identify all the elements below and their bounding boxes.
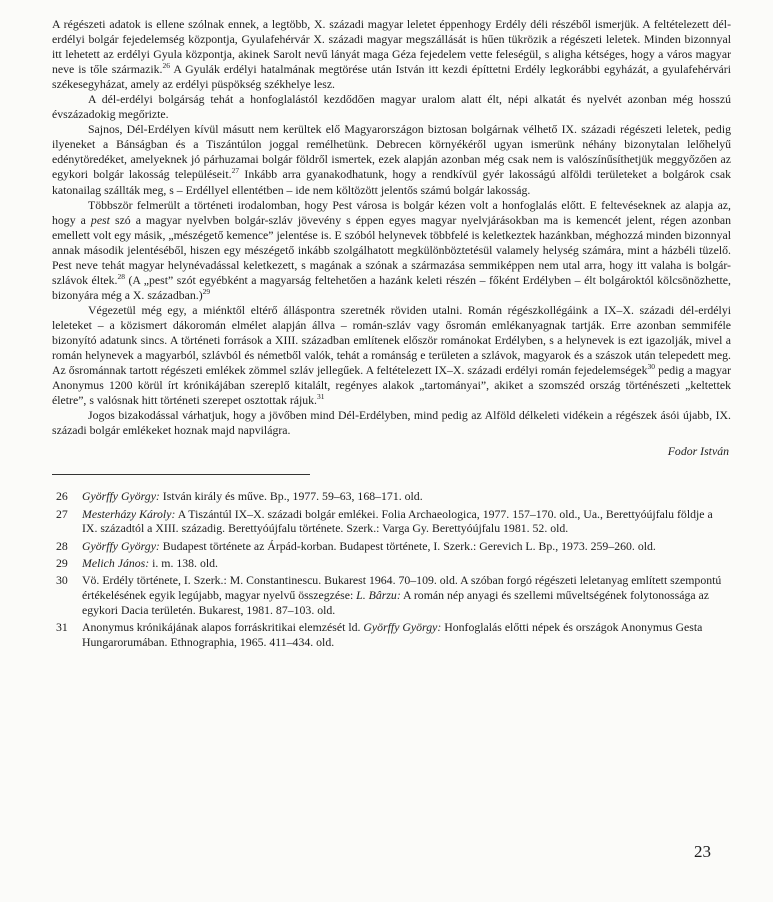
text-run: Jogos bizakodással várhatjuk, hogy a jövőben mind Dél-Erdélyben, mind pedig az Alföld délkeleti vidékein a régészek ásói újabb, IX. századi bolgár emlékeket hoznak majd napvilágra. <box>52 408 731 438</box>
footnote <box>52 573 731 617</box>
body-text <box>52 17 731 438</box>
page-number: 23 <box>694 842 711 861</box>
footnote-number: 30 <box>56 573 68 588</box>
footnotes <box>52 489 731 649</box>
footnote <box>52 539 731 554</box>
paragraph <box>52 92 731 122</box>
text-run: István király és műve. Bp., 1977. 59–63, 168–171. old. <box>159 489 423 504</box>
italic-text: L. Bârzu: <box>356 588 401 603</box>
text-run: Végezetül még egy, a miénktől eltérő álláspontra szeretnék röviden utalni. Román régészkollégáink a IX–X. századi dél-erdélyi leleteket – a közismert dákoromán elmélet alapján állva – román-szláv vagy ősromán emlékanyagnak tartják. Erre azonban semmiféle bizonyító adatunk sincs. A történeti források a XIII. században említenek először románokat Erdélyben, s a helynevek is ezt igazolják, mivel a román helynevek a magyarból, szlávból és németből valók, tehát a románság e területen a szlávok, magyarok és a szászok után telepedett meg. Az ősrománnak tartott régészeti emlékek zömmel szláv jellegűek. A feltételezett IX–X. századi erdélyi román fejedelemségek <box>52 302 731 378</box>
paragraph <box>52 303 731 408</box>
text-run: Budapest története az Árpád-korban. Budapest története, I. Szerk.: Gerevich L. Bp., 1973. 259–260. old. <box>159 538 656 553</box>
paragraph <box>52 122 731 197</box>
footnote-number: 26 <box>56 489 68 504</box>
text-run: szó a magyar nyelvben bolgár-szláv jövevény s éppen egyes magyar nyelvjárásokban ma is kemencét jelent, régen azonban emellett volt egy másik, „mészégető kemence” jelentése is. E szóból helynevek többfelé is keletkeztek hazánkban, méghozzá minden bizonnyal annak második jelentéséből, hiszen egy mészégető inkább szolgálhatott megkülönböztetésül valamely helység számára, mint a házbéli tüzelő. Pest neve tehát magyar helynévadással keletkezett, s magának a szónak a származása semmiképpen nem utal arra, hogy itt valaha is bolgár-szlávok éltek. <box>52 212 731 287</box>
italic-text: Györffy György: <box>363 620 442 635</box>
footnote-ref: 29 <box>202 286 211 296</box>
footnote-number: 29 <box>56 556 68 570</box>
footnote-separator <box>52 474 310 475</box>
footnote <box>52 556 731 571</box>
footnote-text <box>82 507 731 537</box>
footnote-text <box>82 539 731 554</box>
italic-text: Melich János: <box>82 556 150 570</box>
footnote-text <box>82 489 731 504</box>
footnote <box>52 507 731 537</box>
footnote-text <box>82 573 731 617</box>
footnote-ref: 30 <box>647 362 656 372</box>
text-run: A dél-erdélyi bolgárság tehát a honfoglalástól kezdődően magyar uralom alatt élt, népi alkatát és nyelvét azonban még hosszú évszázadokig megőrizte. <box>52 92 731 122</box>
footnote-text <box>82 556 731 571</box>
footnote-ref: 26 <box>162 61 170 71</box>
footnote-ref: 28 <box>117 271 125 281</box>
text-run: pedig a magyar Anonymus 1200 körül írt krónikájában szereplő kitalált, regényes alakok „tartományai”, akiket a szomszéd ország történészeti „keltettek életre”, s valósnak hitt történeti szerepet osztottak rájuk. <box>52 363 732 408</box>
text-run: Vö. Erdély története, I. Szerk.: M. Constantinescu. Bukarest 1964. 70–109. old. A szóban forgó régészeti leletanyag említett szempontú értékelésének egyik legújabb, magyar nyelvű összegzése: <box>82 573 722 603</box>
italic-text: Mesterházy Károly: <box>82 506 176 521</box>
italic-text: pest <box>90 212 110 227</box>
italic-text: Györffy György: <box>82 538 160 553</box>
author-signature: Fodor István <box>667 444 729 459</box>
text-run: i. m. 138. old. <box>149 556 218 570</box>
text-run: Inkább arra gyanakodhatunk, hogy a rendkívül gyér lakosságú alföldi területeket a bolgárok csak katonailag szállták meg, s – Erdéllyel ellentétben – ide nem költözött jelentős számú bolgár lakosság. <box>52 167 731 197</box>
footnote-number: 31 <box>56 620 68 635</box>
text-run: A Gyulák erdélyi hatalmának megtörése után István itt kezdi építtetni Erdély legkorábbi egyházát, a gyulafehérvári székesegyházat, amely az erdélyi püspökség székhelye lesz. <box>52 62 731 92</box>
footnote <box>52 620 731 650</box>
text-run: A Tiszántúl IX–X. századi bolgár emlékei. Folia Archaeologica, 1977. 157–170. old., Ua., Berettyóújfalu földje a IX. századtól a XIII. századig. Berettyóújfalu története. Szerk.: Varga Gy. Berettyóújfalu 1981. 52. old. <box>82 506 713 536</box>
footnote-ref: 27 <box>231 166 240 176</box>
text-run: Sajnos, Dél-Erdélyen kívül másutt nem kerültek elő Magyarországon biztosan bolgárnak vélhető IX. századi régészeti leletek, pedig ilyeneket a Bánságban és a Tiszántúlon joggal remélhetünk. Debrecen környékéről ugyan ismerünk néhány bizonytalan lelőhelyű edénytöredéket, amelyeknek jó párhuzamai bolgár földről ismertek, ezek alapján azonban még csak nem is valószínűsíthetjük meggyőzően az egykori bolgár lakosság településeit. <box>52 122 731 182</box>
footnote <box>52 489 731 504</box>
footnote-number: 28 <box>56 538 68 553</box>
footnote-ref: 31 <box>317 392 325 402</box>
text-run: Honfoglalás előtti népek és országok Anonymus Gesta Hungarorumában. Ethnographia, 1965. 411–434. old. <box>82 620 703 649</box>
italic-text: Györffy György: <box>82 489 160 504</box>
footnote-number: 27 <box>56 506 68 521</box>
paragraph <box>52 408 731 438</box>
text-run: Anonymus krónikájának alapos forráskritikai elemzését ld. <box>82 620 364 635</box>
footnote-text <box>82 620 731 650</box>
text-run: (A „pest” szót egyébként a magyarság feltehetően a hazánk keleti részén – főként Erdélyben – élt bolgároktól kölcsönözhette, bizonyára még a X. században.) <box>52 272 731 302</box>
text-run: A román nép anyagi és szellemi műveltségének folytonossága az egykori Dacia területén. Bukarest, 1981. 87–103. old. <box>82 588 710 617</box>
text-run: A régészeti adatok is ellene szólnak ennek, a legtöbb, X. századi magyar leletet éppenhogy Erdély déli részéből ismerjük. A feltételezett dél-erdélyi bolgár fejedelemség központja, Gyulafehérvár X. századi magyar megszállását is hűen tükrözik a régészeti leletek. Minden bizonnyal itt lehetett az erdélyi Gyula központja, akinek Sarolt nevű lányát maga Géza fejedelem vette feleségül, s aligha kétséges, hogy a város magyar neve is tőle származik. <box>52 17 731 77</box>
paragraph <box>52 198 731 303</box>
paragraph <box>52 17 731 92</box>
text-run: Többször felmerült a történeti irodalomban, hogy Pest városa is bolgár kézen volt a honfoglalás előtt. E feltevéseknek az alapja az, hogy a <box>52 197 731 227</box>
